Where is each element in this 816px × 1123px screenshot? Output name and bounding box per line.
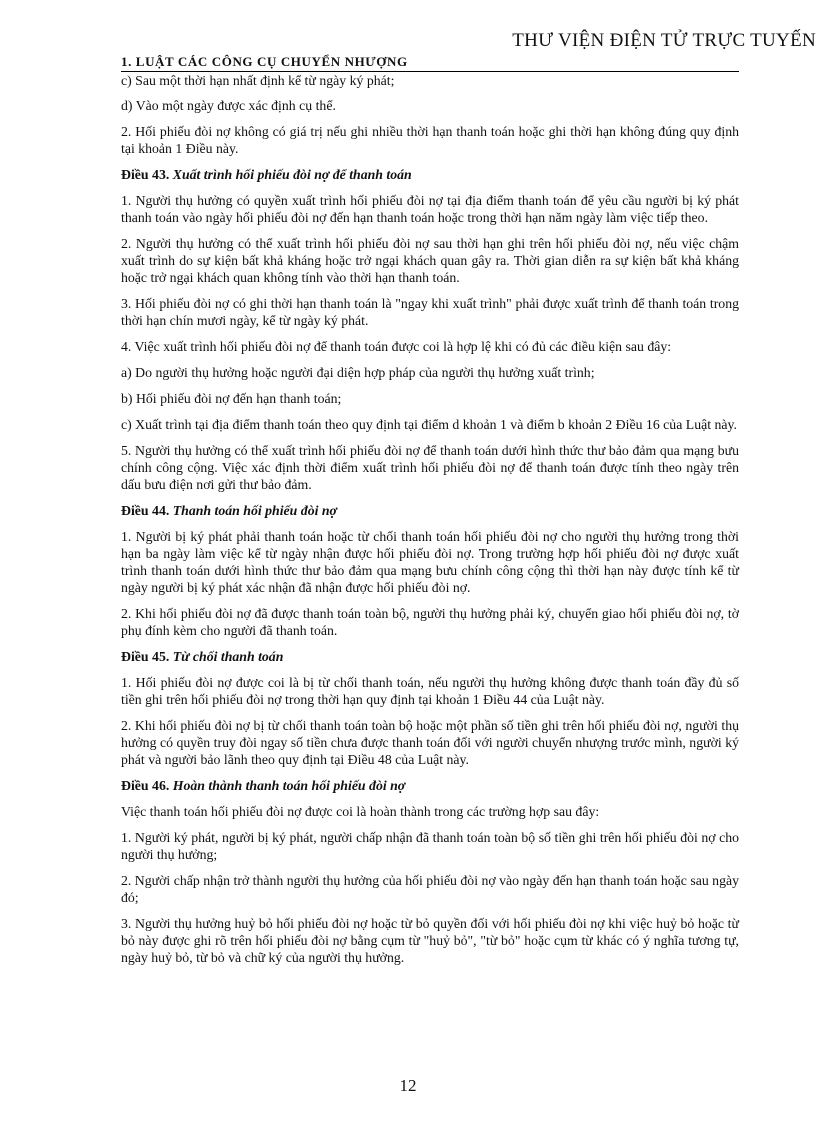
paragraph: b) Hối phiếu đòi nợ đến hạn thanh toán;	[121, 391, 342, 406]
library-title: THƯ VIỆN ĐIỆN TỬ TRỰC TUYẾN	[512, 30, 816, 51]
paragraph: Việc thanh toán hối phiếu đòi nợ được coi là hoàn thành trong các trường hợp sau đây:	[121, 804, 600, 819]
article-heading-43	[121, 166, 739, 183]
paragraph: 2. Người chấp nhận trở thành người thụ hưởng của hối phiếu đòi nợ vào ngày đến hạn thanh toán hoặc sau ngày đó;	[121, 873, 739, 905]
article-title: Hoàn thành thanh toán hối phiếu đòi nợ	[172, 778, 406, 793]
paragraph: 1. Người thụ hưởng có quyền xuất trình hối phiếu đòi nợ tại địa điểm thanh toán để yêu cầu người bị ký phát thanh toán vào ngày hối phiếu đòi nợ đến hạn thanh toán hoặc trong thời hạn năm ngày làm việc tiếp theo.	[121, 193, 739, 225]
paragraph: d) Vào một ngày được xác định cụ thể.	[121, 98, 336, 113]
paragraph: 2. Khi hối phiếu đòi nợ đã được thanh toán toàn bộ, người thụ hưởng phải ký, chuyển giao hối phiếu đòi nợ, tờ phụ đính kèm cho người đã thanh toán.	[121, 606, 739, 638]
paragraph: a) Do người thụ hưởng hoặc người đại diện hợp pháp của người thụ hưởng xuất trình;	[121, 365, 595, 380]
paragraph: 5. Người thụ hưởng có thể xuất trình hối phiếu đòi nợ để thanh toán dưới hình thức thư bảo đảm qua mạng bưu chính công cộng. Việc xác định thời điểm xuất trình hối phiếu đòi nợ để thanh toán được tính theo ngày trên dấu bưu điện nơi gửi thư bảo đảm.	[121, 443, 739, 492]
article-title: Từ chối thanh toán	[172, 649, 284, 664]
paragraph: 4. Việc xuất trình hối phiếu đòi nợ để thanh toán được coi là hợp lệ khi có đủ các điều kiện sau đây:	[121, 339, 672, 354]
paragraph: c) Xuất trình tại địa điểm thanh toán theo quy định tại điểm d khoản 1 và điểm b khoản 2 Điều 16 của Luật này.	[121, 417, 737, 432]
page-number: 12	[399, 1076, 417, 1095]
article-title: Thanh toán hối phiếu đòi nợ	[172, 503, 337, 518]
paragraph: 2. Người thụ hưởng có thể xuất trình hối phiếu đòi nợ sau thời hạn ghi trên hối phiếu đòi nợ, nếu việc chậm xuất trình do sự kiện bất khả kháng hoặc trở ngại khách quan gây ra. Thời gian diễn ra sự kiện bất khả kháng hoặc trở ngại khách quan không tính vào thời hạn thanh toán.	[121, 236, 739, 285]
article-heading-46	[121, 777, 739, 794]
paragraph: c) Sau một thời hạn nhất định kể từ ngày ký phát;	[121, 73, 395, 88]
paragraph: 1. Người bị ký phát phải thanh toán hoặc từ chối thanh toán hối phiếu đòi nợ cho người thụ hưởng trong thời hạn ba ngày làm việc kể từ ngày nhận được hối phiếu đòi nợ. Trong trường hợp hối phiếu đòi nợ được xuất trình thanh toán dưới hình thức thư bảo đảm qua mạng bưu chính công cộng thì thời hạn này được tính kể từ ngày người bị ký phát xác nhận đã nhận được hối phiếu đòi nợ.	[121, 529, 739, 595]
paragraph: 1. Người ký phát, người bị ký phát, người chấp nhận đã thanh toán toàn bộ số tiền ghi trên hối phiếu đòi nợ cho người thụ hưởng;	[121, 830, 739, 862]
article-heading-45	[121, 648, 739, 665]
article-label: Điều 44.	[121, 503, 170, 518]
paragraph: 1. Hối phiếu đòi nợ được coi là bị từ chối thanh toán, nếu người thụ hưởng không được thanh toán đầy đủ số tiền ghi trên hối phiếu đòi nợ trong thời hạn quy định tại khoản 1 Điều 44 của Luật này.	[121, 675, 739, 707]
paragraph: 3. Hối phiếu đòi nợ có ghi thời hạn thanh toán là "ngay khi xuất trình" phải được xuất trình để thanh toán trong thời hạn chín mươi ngày, kể từ ngày ký phát.	[121, 296, 739, 328]
article-label: Điều 43.	[121, 167, 170, 182]
article-title: Xuất trình hối phiếu đòi nợ để thanh toán	[172, 167, 412, 182]
section-header: 1. LUẬT CÁC CÔNG CỤ CHUYỂN NHƯỢNG	[121, 54, 408, 69]
article-label: Điều 45.	[121, 649, 170, 664]
paragraph: 2. Hối phiếu đòi nợ không có giá trị nếu ghi nhiều thời hạn thanh toán hoặc ghi thời hạn không đúng quy định tại khoản 1 Điều này.	[121, 124, 739, 156]
article-heading-44	[121, 502, 739, 519]
paragraph: 2. Khi hối phiếu đòi nợ bị từ chối thanh toán toàn bộ hoặc một phần số tiền ghi trên hối phiếu đòi nợ, người thụ hưởng có quyền truy đòi ngay số tiền chưa được thanh toán đối với người chuyển nhượng trước mình, người ký phát và người bảo lãnh theo quy định tại Điều 48 của Luật này.	[121, 718, 739, 767]
article-label: Điều 46.	[121, 778, 170, 793]
document-body	[121, 72, 739, 975]
paragraph: 3. Người thụ hưởng huỷ bỏ hối phiếu đòi nợ hoặc từ bỏ quyền đối với hối phiếu đòi nợ khi việc huỷ bỏ hoặc từ bỏ này được ghi rõ trên hối phiếu đòi nợ bằng cụm từ "huỷ bỏ", "từ bỏ" hoặc cụm từ khác có ý nghĩa tương tự, ngày huỷ bỏ, từ bỏ và chữ ký của người thụ hưởng.	[121, 916, 739, 965]
